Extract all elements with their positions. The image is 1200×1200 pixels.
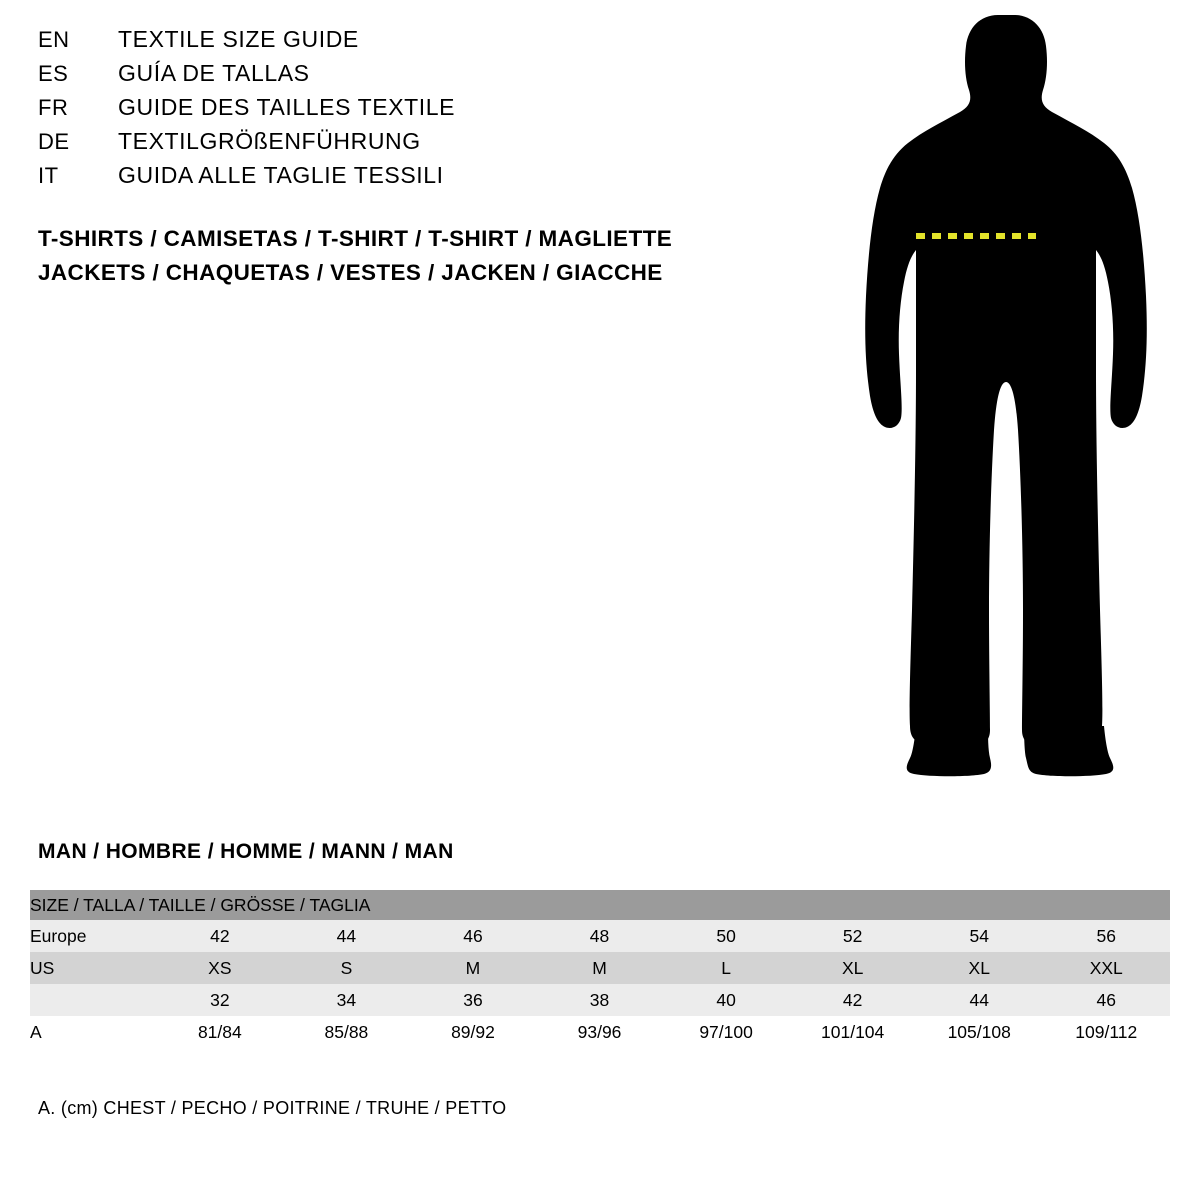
size-table [30,890,1170,1048]
language-title: TEXTILGRÖßENFÜHRUNG [118,128,421,154]
language-title: GUÍA DE TALLAS [118,60,310,86]
row-label: A [30,1016,157,1048]
language-title: TEXTILE SIZE GUIDE [118,26,359,52]
language-code: FR [38,95,69,120]
table-header-row [30,890,1170,920]
cell: 44 [916,984,1043,1016]
cell: 56 [1043,920,1171,952]
cell: XS [157,952,284,984]
table-row [30,984,1170,1016]
cell: XL [789,952,916,984]
cell: XXL [1043,952,1171,984]
measure-label-a: A [1126,222,1141,245]
cell: 46 [410,920,537,952]
cell: 42 [789,984,916,1016]
language-code: DE [38,129,70,154]
table-row [30,1016,1170,1048]
row-label [30,984,157,1016]
cell: 42 [157,920,284,952]
cell: 109/112 [1043,1016,1171,1048]
garment-category-jackets: JACKETS / CHAQUETAS / VESTES / JACKEN / GIACCHE [38,260,663,285]
table-header-label: SIZE / TALLA / TAILLE / GRÖSSE / TAGLIA [30,890,1170,920]
language-title: GUIDE DES TAILLES TEXTILE [118,94,456,120]
cell: 81/84 [157,1016,284,1048]
cell: S [283,952,410,984]
cell: 50 [663,920,790,952]
cell: 34 [283,984,410,1016]
cell: 38 [536,984,663,1016]
cell: 105/108 [916,1016,1043,1048]
cell: 40 [663,984,790,1016]
language-code: EN [38,27,70,52]
language-title: GUIDA ALLE TAGLIE TESSILI [118,162,444,188]
body-silhouette-figure [830,10,1190,800]
language-row [38,26,738,60]
cell: 54 [916,920,1043,952]
cell: 44 [283,920,410,952]
language-row [38,60,738,94]
cell: 36 [410,984,537,1016]
table-row [30,952,1170,984]
cell: 93/96 [536,1016,663,1048]
language-header-block [38,26,738,196]
cell: 46 [1043,984,1171,1016]
cell: M [410,952,537,984]
cell: L [663,952,790,984]
cell: 52 [789,920,916,952]
garment-category-tshirts: T-SHIRTS / CAMISETAS / T-SHIRT / T-SHIRT / MAGLIETTE [38,226,673,251]
table-section-title: MAN / HOMBRE / HOMME / MANN / MAN [38,840,454,863]
cell: 32 [157,984,284,1016]
language-code: ES [38,61,69,86]
man-silhouette-icon [865,15,1147,776]
table-footnote: A. (cm) CHEST / PECHO / POITRINE / TRUHE / PETTO [38,1098,507,1118]
cell: 101/104 [789,1016,916,1048]
language-row [38,128,738,162]
language-row [38,162,738,196]
cell: 85/88 [283,1016,410,1048]
language-code: IT [38,163,59,188]
row-label: US [30,952,157,984]
cell: M [536,952,663,984]
language-row [38,94,738,128]
cell: 48 [536,920,663,952]
measure-leader-line [1092,232,1120,235]
cell: 97/100 [663,1016,790,1048]
garment-category-list [38,222,798,290]
cell: 89/92 [410,1016,537,1048]
cell: XL [916,952,1043,984]
row-label: Europe [30,920,157,952]
table-row [30,920,1170,952]
